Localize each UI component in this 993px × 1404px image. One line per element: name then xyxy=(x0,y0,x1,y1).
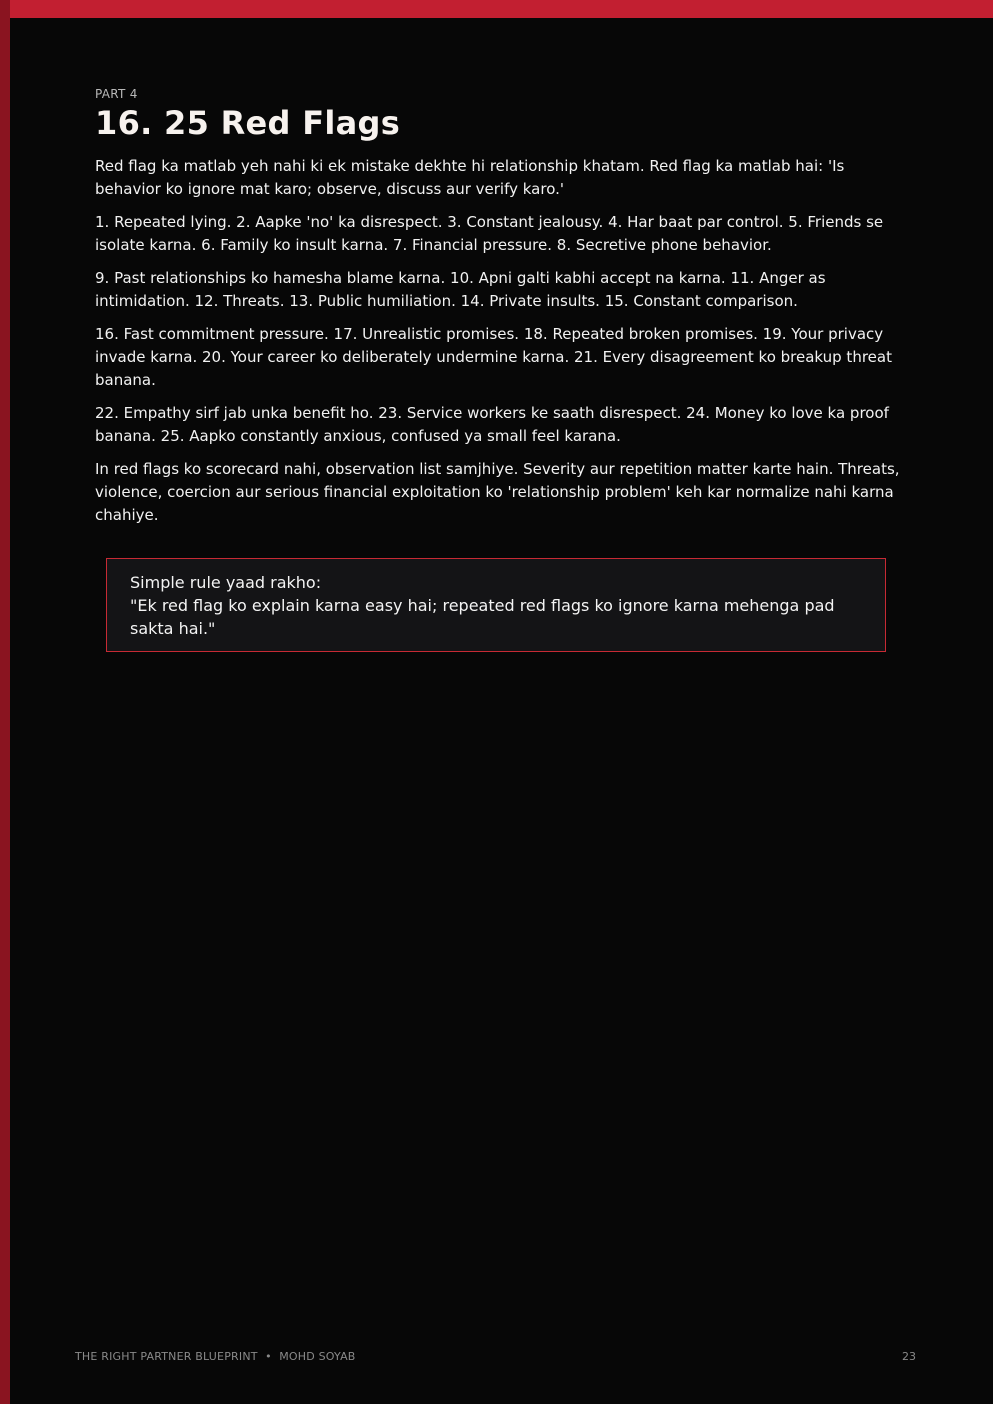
footer-book-info xyxy=(75,1350,356,1363)
top-accent-bar xyxy=(0,0,993,18)
red-flags-list-1-8: 1. Repeated lying. 2. Aapke 'no' ka disrespect. 3. Constant jealousy. 4. Har baat par control. 5. Friends se isolate karna. 6. Family ko insult karna. 7. Financial pressure. 8. Secretive phone behavior. xyxy=(95,213,884,254)
part-label: PART 4 xyxy=(95,87,138,101)
red-flags-list-22-25: 22. Empathy sirf jab unka benefit ho. 23. Service workers ke saath disrespect. 24. Money ko love ka proof banana. 25. Aapko constantly anxious, confused ya small feel karana. xyxy=(95,404,889,445)
page-content xyxy=(95,87,900,537)
callout-box xyxy=(106,558,886,652)
footer-book-title: THE RIGHT PARTNER BLUEPRINT xyxy=(75,1350,258,1363)
callout-quote: "Ek red flag ko explain karna easy hai; repeated red flags ko ignore karna mehenga pad sakta hai." xyxy=(130,596,835,638)
closing-paragraph: In red flags ko scorecard nahi, observation list samjhiye. Severity aur repetition matter karte hain. Threats, violence, coercion aur serious financial exploitation ko 'relationship problem' keh kar normalize nahi karna chahiye. xyxy=(95,460,900,524)
callout-heading: Simple rule yaad rakho: xyxy=(130,573,322,592)
left-accent-bar xyxy=(0,0,10,1404)
red-flags-list-16-21: 16. Fast commitment pressure. 17. Unrealistic promises. 18. Repeated broken promises. 19. Your privacy invade karna. 20. Your career ko deliberately undermine karna. 21. Every disagreement ko breakup threat banana. xyxy=(95,325,892,389)
page-title: 16. 25 Red Flags xyxy=(95,104,401,142)
red-flags-list-9-15: 9. Past relationships ko hamesha blame karna. 10. Apni galti kabhi accept na karna. 11. Anger as intimidation. 12. Threats. 13. Public humiliation. 14. Private insults. 15. Constant comparison. xyxy=(95,269,826,310)
page-number: 23 xyxy=(902,1350,916,1363)
footer-separator: • xyxy=(265,1350,272,1363)
intro-paragraph: Red flag ka matlab yeh nahi ki ek mistake dekhte hi relationship khatam. Red flag ka matlab hai: 'Is behavior ko ignore mat karo; observe, discuss aur verify karo.' xyxy=(95,157,845,198)
footer-author: MOHD SOYAB xyxy=(279,1350,356,1363)
